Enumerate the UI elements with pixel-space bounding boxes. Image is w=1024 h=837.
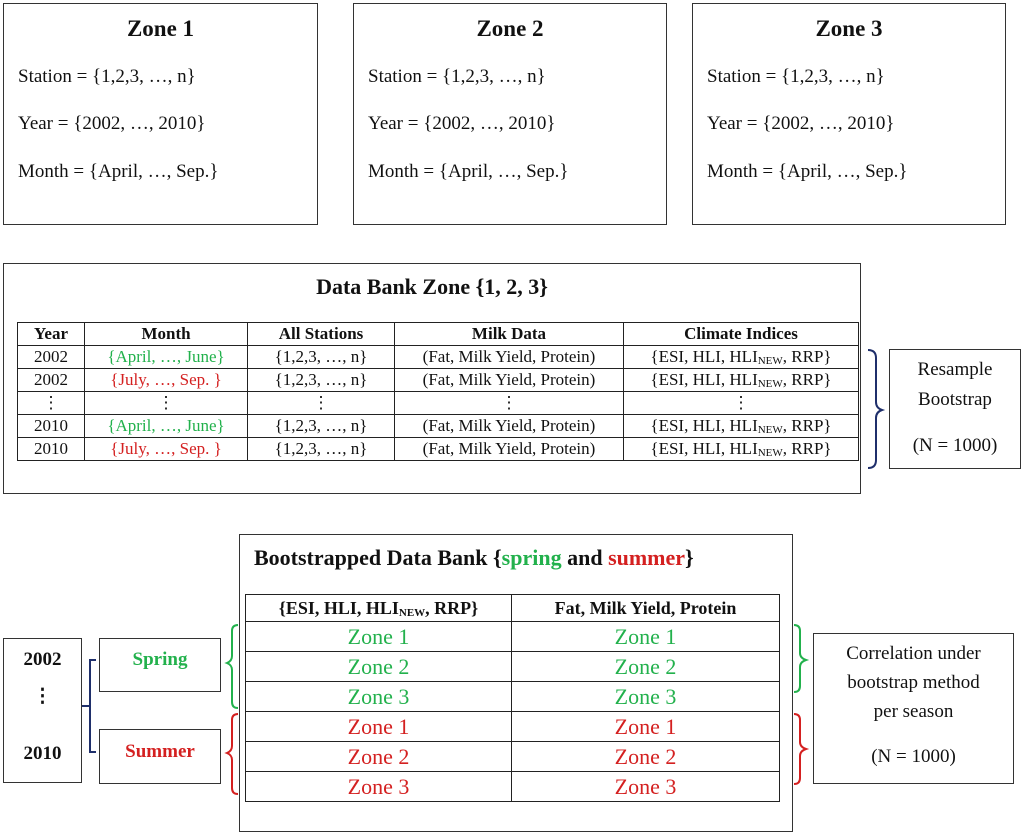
- bootstrapped-row: [246, 742, 780, 772]
- header-climate-indices: Climate Indices: [624, 323, 859, 346]
- zone-title: Zone 3: [815, 16, 883, 41]
- bootstrapped-cell-left: Zone 2: [246, 652, 512, 682]
- zone-2-box: [353, 3, 667, 225]
- row-stations: {1,2,3, …, n}: [248, 438, 395, 461]
- zone-1-box: [3, 3, 318, 225]
- data-bank-title: Data Bank Zone {1, 2, 3}: [316, 274, 548, 299]
- row-climate: {ESI, HLI, $HLI_{NEW}$, RRP}: [624, 415, 859, 438]
- spring-left-bracket: [227, 625, 238, 708]
- row-stations: {1,2,3, …, n}: [248, 369, 395, 392]
- resample-n-label: (N = 1000): [912, 435, 998, 456]
- header-milk-data: Milk Data: [395, 323, 624, 346]
- bootstrapped-row: [246, 622, 780, 652]
- year-end: 2010: [23, 743, 62, 764]
- correlation-line-4: (N = 1000): [871, 746, 956, 767]
- row-year: ⋮: [18, 392, 85, 415]
- year-ellipsis: ⋮: [33, 686, 52, 707]
- spring-word: spring: [501, 545, 562, 570]
- header-year: Year: [18, 323, 85, 346]
- bootstrapped-header-row: [246, 595, 780, 622]
- data-bank-table: [17, 322, 859, 461]
- row-climate: {ESI, HLI, $HLI_{NEW}$, RRP}: [624, 369, 859, 392]
- data-bank-row: [18, 415, 859, 438]
- row-climate: {ESI, HLI, $HLI_{NEW}$, RRP}: [624, 346, 859, 369]
- row-milk: (Fat, Milk Yield, Protein): [395, 438, 624, 461]
- zone-station: Station = {1,2,3, …, n}: [368, 66, 546, 87]
- summer-left-bracket: [227, 714, 238, 794]
- header-month: Month: [85, 323, 248, 346]
- bootstrapped-title-prefix: Bootstrapped Data Bank {: [254, 545, 502, 570]
- row-milk: (Fat, Milk Yield, Protein): [395, 369, 624, 392]
- bootstrapped-cell-left: Zone 3: [246, 682, 512, 712]
- year-start: 2002: [23, 649, 62, 670]
- bootstrapped-cell-left: Zone 3: [246, 772, 512, 802]
- row-year: 2002: [18, 346, 85, 369]
- bootstrapped-cell-left: Zone 1: [246, 622, 512, 652]
- zone-year: Year = {2002, …, 2010}: [368, 113, 556, 134]
- zone-month: Month = {April, …, Sep.}: [18, 161, 219, 182]
- spring-label: Spring: [132, 649, 188, 670]
- bootstrapped-cell-left: Zone 2: [246, 742, 512, 772]
- summer-label: Summer: [125, 741, 195, 762]
- bootstrapped-row: [246, 712, 780, 742]
- data-bank-row: [18, 346, 859, 369]
- row-stations: {1,2,3, …, n}: [248, 415, 395, 438]
- row-climate: {ESI, HLI, $HLI_{NEW}$, RRP}: [624, 438, 859, 461]
- resample-box: [889, 349, 1021, 469]
- header-all-stations: All Stations: [248, 323, 395, 346]
- spring-box: [99, 638, 221, 692]
- row-year: 2010: [18, 438, 85, 461]
- bootstrapped-row: [246, 772, 780, 802]
- bootstrapped-cell-left: Zone 1: [246, 712, 512, 742]
- summer-right-bracket: [794, 714, 806, 784]
- bootstrapped-cell-right: Zone 3: [512, 682, 780, 712]
- zone-title: Zone 2: [476, 16, 544, 41]
- row-month: {July, …, Sep. }: [85, 369, 248, 392]
- row-month: {April, …, June}: [85, 415, 248, 438]
- bootstrapped-row: [246, 682, 780, 712]
- row-month: {July, …, Sep. }: [85, 438, 248, 461]
- data-bank-bracket: [868, 350, 882, 468]
- summer-word: summer: [608, 545, 686, 570]
- data-bank-row: [18, 392, 859, 415]
- row-milk: (Fat, Milk Yield, Protein): [395, 346, 624, 369]
- zone-title: Zone 1: [126, 16, 195, 41]
- row-stations: ⋮: [248, 392, 395, 415]
- bootstrapped-row: [246, 652, 780, 682]
- zone-year: Year = {2002, …, 2010}: [18, 113, 206, 134]
- bootstrapped-title: [254, 545, 694, 571]
- row-climate: ⋮: [624, 392, 859, 415]
- row-year: 2002: [18, 369, 85, 392]
- zone-month: Month = {April, …, Sep.}: [368, 161, 569, 182]
- correlation-line-2: bootstrap method: [847, 672, 980, 693]
- bootstrapped-title-suffix: }: [685, 545, 694, 570]
- spring-right-bracket: [794, 625, 806, 692]
- bootstrapped-header-climate: {ESI, HLI, $HLI_{NEW}$, RRP}: [246, 595, 512, 622]
- bootstrapped-cell-right: Zone 3: [512, 772, 780, 802]
- bootstrapped-cell-right: Zone 1: [512, 712, 780, 742]
- bootstrapped-header-milk: Fat, Milk Yield, Protein: [512, 595, 780, 622]
- correlation-box: [813, 633, 1014, 784]
- zone-year: Year = {2002, …, 2010}: [707, 113, 895, 134]
- correlation-line-1: Correlation under: [846, 643, 981, 664]
- bootstrap-label: Bootstrap: [918, 389, 992, 410]
- data-bank-row: [18, 369, 859, 392]
- data-bank-row: [18, 438, 859, 461]
- zone-station: Station = {1,2,3, …, n}: [707, 66, 885, 87]
- row-year: 2010: [18, 415, 85, 438]
- row-month: {April, …, June}: [85, 346, 248, 369]
- bootstrapped-cell-right: Zone 2: [512, 652, 780, 682]
- bootstrapped-table: [245, 594, 780, 802]
- zone-3-box: [692, 3, 1006, 225]
- year-season-bracket: [90, 660, 96, 752]
- bootstrapped-cell-right: Zone 2: [512, 742, 780, 772]
- row-milk: (Fat, Milk Yield, Protein): [395, 415, 624, 438]
- and-word: and: [561, 545, 609, 570]
- zone-month: Month = {April, …, Sep.}: [707, 161, 908, 182]
- row-milk: ⋮: [395, 392, 624, 415]
- row-month: ⋮: [85, 392, 248, 415]
- row-stations: {1,2,3, …, n}: [248, 346, 395, 369]
- bootstrapped-cell-right: Zone 1: [512, 622, 780, 652]
- resample-label: Resample: [917, 359, 993, 380]
- correlation-line-3: per season: [873, 701, 954, 722]
- data-bank-header-row: [18, 323, 859, 346]
- years-box: [3, 638, 82, 783]
- summer-box: [99, 729, 221, 784]
- zone-station: Station = {1,2,3, …, n}: [18, 66, 196, 87]
